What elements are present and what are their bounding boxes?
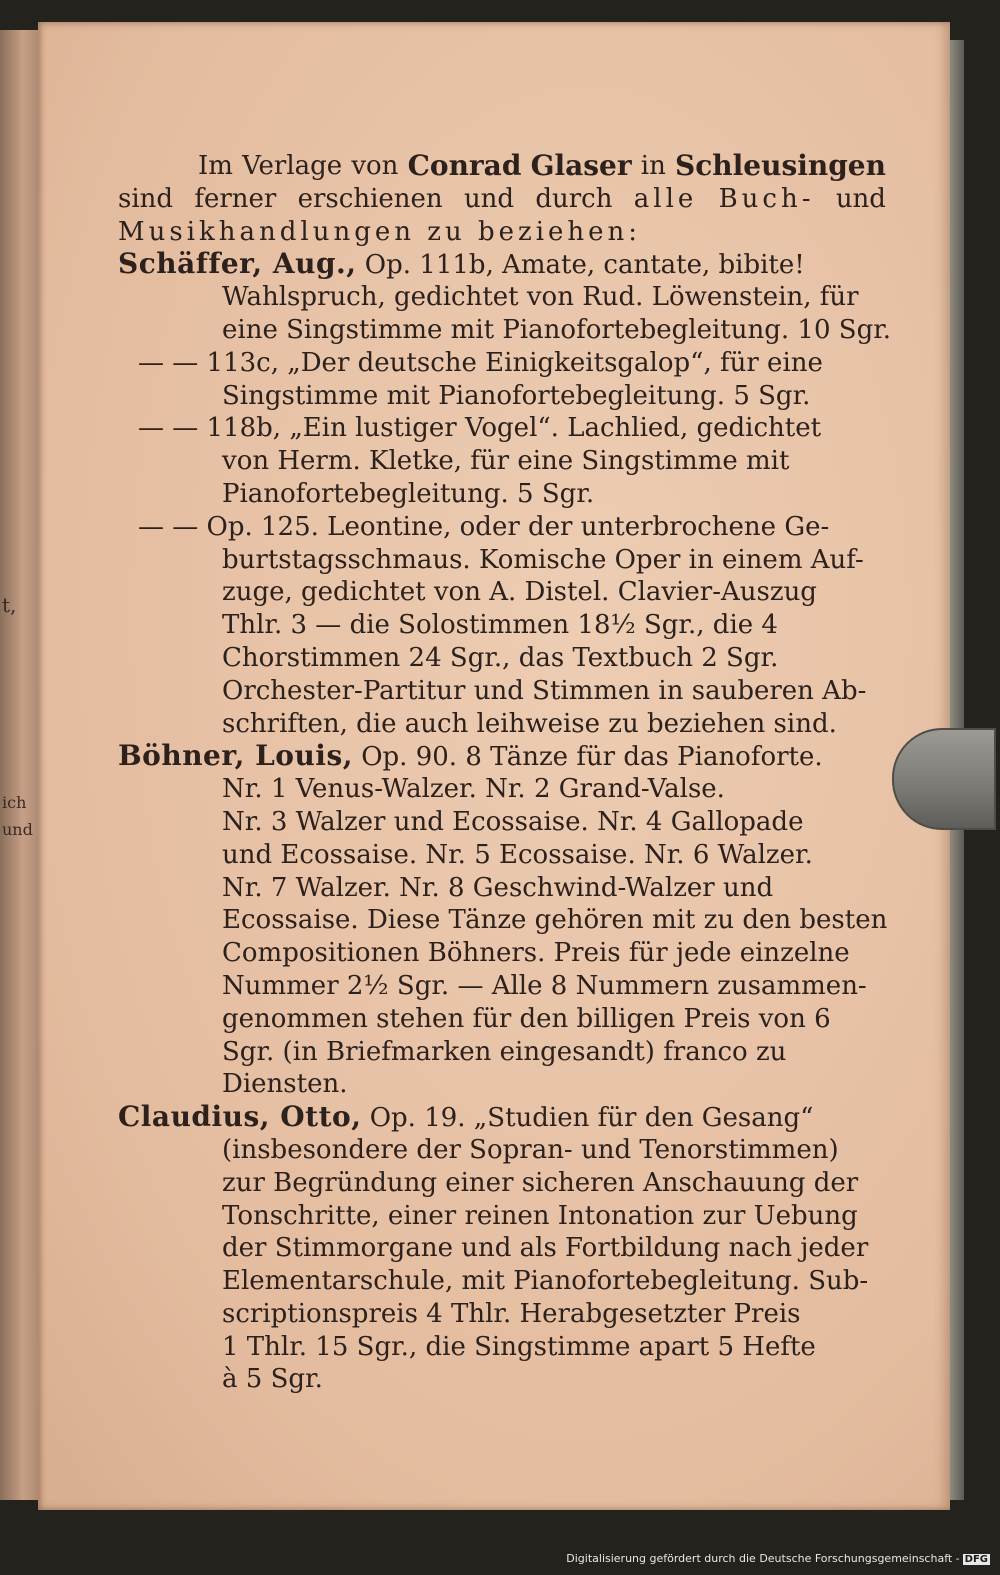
entry-line: scriptionspreis 4 Thlr. Herabgesetzter Preis (222, 1298, 801, 1329)
entry-line: Sgr. (in Briefmarken eingesandt) franco zu (222, 1036, 787, 1067)
intro-line-2: sind ferner erschienen und durch alle Buch- und (118, 183, 886, 214)
entry-line: und Ecossaise. Nr. 5 Ecossaise. Nr. 6 Walzer. (222, 839, 813, 870)
composer-name: Schäffer, Aug., (118, 247, 357, 281)
composer-name: Böhner, Louis, (118, 739, 353, 773)
entry-line: Tonschritte, einer reinen Intonation zur Uebung (222, 1200, 858, 1231)
page-text (118, 149, 892, 1396)
entry-heading-line: Schäffer, Aug., Op. 111b, Amate, cantate, bibite! (118, 247, 805, 281)
adjacent-page (0, 30, 42, 1500)
publisher-name: Conrad (407, 149, 522, 182)
entry-line: Singstimme mit Pianofortebegleitung. 5 Sgr. (222, 380, 811, 411)
entry-line: Compositionen Böhners. Preis für jede einzelne (222, 938, 850, 969)
composer-name: Claudius, Otto, (118, 1100, 362, 1134)
entry-line: Nr. 1 Venus-Walzer. Nr. 2 Grand-Valse. (222, 774, 725, 805)
entry-heading-line: Böhner, Louis, Op. 90. 8 Tänze für das Pianoforte. (118, 739, 823, 773)
entry-line: eine Singstimme mit Pianofortebegleitung. 10 Sgr. (222, 314, 892, 345)
margin-fragment: ich (2, 793, 27, 812)
entry-line: Chorstimmen 24 Sgr., das Textbuch 2 Sgr. (222, 642, 779, 673)
entry-line: — — 118b, „Ein lustiger Vogel“. Lachlied, gedichtet (138, 413, 822, 444)
entry-line: Pianofortebegleitung. 5 Sgr. (222, 478, 595, 509)
entry-line: Elementarschule, mit Pianofortebegleitung. Sub- (222, 1266, 869, 1297)
digitization-credit: Digitalisierung gefördert durch die Deutsche Forschungsgemeinschaft - DFG (566, 1552, 988, 1565)
entry-line: burtstagsschmaus. Komische Oper in einem Auf- (222, 544, 864, 575)
entry-line: Nr. 7 Walzer. Nr. 8 Geschwind-Walzer und (222, 872, 774, 903)
entry-line: Diensten. (222, 1069, 348, 1100)
entry-line: zur Begründung einer sicheren Anschauung der (222, 1167, 859, 1198)
entry-line: genommen stehen für den billigen Preis von 6 (222, 1003, 831, 1034)
entry-line: 1 Thlr. 15 Sgr., die Singstimme apart 5 Hefte (222, 1331, 816, 1362)
entry-line: der Stimmorgane und als Fortbildung nach jeder (222, 1233, 869, 1264)
catalog-entry (118, 247, 892, 740)
catalog-entry (118, 1101, 886, 1396)
entry-line: — — 113c, „Der deutsche Einigkeitsgalop“, für eine (138, 347, 823, 378)
publisher-city: Schleusingen (675, 149, 886, 182)
entry-heading-line: Claudius, Otto, Op. 19. „Studien für den Gesang“ (118, 1100, 814, 1134)
entry-line: Nummer 2½ Sgr. — Alle 8 Nummern zusammen- (222, 970, 867, 1001)
entry-line: Orchester-Partitur und Stimmen in sauberen Ab- (222, 675, 867, 706)
margin-fragment: t, (2, 593, 17, 617)
entry-line: schriften, die auch leihweise zu beziehen sind. (222, 708, 837, 739)
margin-fragment: und (2, 820, 33, 839)
entry-line: Nr. 3 Walzer und Ecossaise. Nr. 4 Gallopade (222, 806, 804, 837)
page-clip (892, 728, 996, 830)
entry-line: Wahlspruch, gedichtet von Rud. Löwenstein, für (222, 282, 859, 313)
catalog-entries (118, 247, 892, 1396)
entry-line: (insbesondere der Sopran- und Tenorstimmen) (222, 1134, 839, 1165)
entry-line: Ecossaise. Diese Tänze gehören mit zu den besten (222, 905, 888, 936)
entry-line: Thlr. 3 — die Solostimmen 18½ Sgr., die 4 (222, 610, 778, 641)
entry-line: à 5 Sgr. (222, 1364, 323, 1395)
entry-line: zuge, gedichtet von A. Distel. Clavier-Auszug (222, 577, 817, 608)
entry-line: von Herm. Kletke, für eine Singstimme mit (222, 446, 790, 477)
intro-line-1: Im Verlage von Conrad Glaser in Schleusingen (198, 149, 886, 182)
entry-line: — — Op. 125. Leontine, oder der unterbrochene Ge- (138, 511, 830, 542)
intro-line-3: Musikhandlungen zu beziehen: (118, 216, 642, 247)
catalog-entry (118, 740, 886, 1101)
dfg-logo: DFG (964, 1554, 988, 1565)
